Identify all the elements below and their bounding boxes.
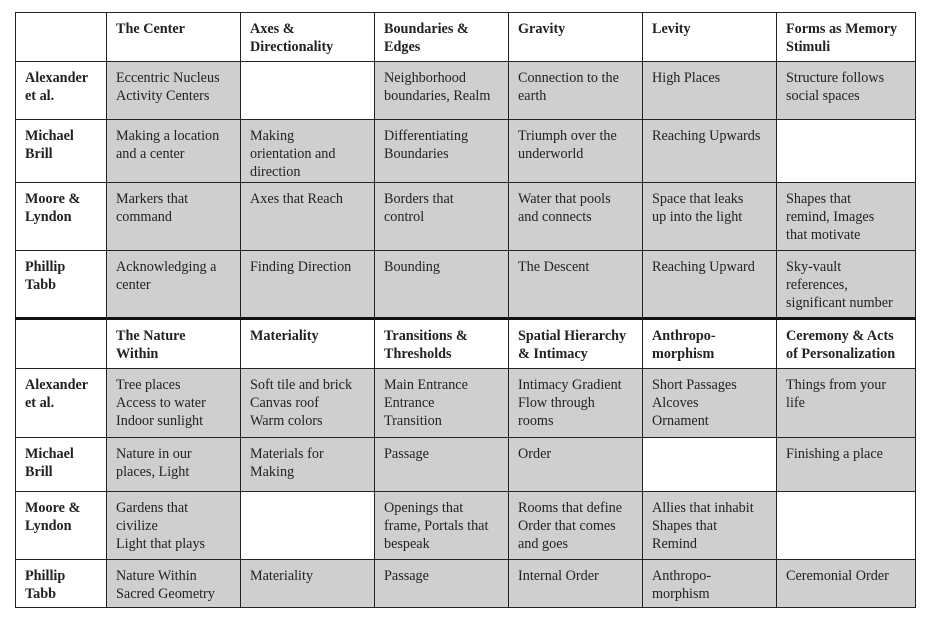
- table-row: [16, 492, 916, 560]
- row-label: [16, 492, 107, 560]
- cell-text-line: that motivate: [786, 227, 861, 244]
- cell-text-line: Borders that: [384, 191, 454, 207]
- cell-text-line: Sacred Geometry: [116, 586, 215, 603]
- cell-text-line: Soft tile and brick: [250, 377, 353, 393]
- cell-text-line: Nature Within: [116, 568, 197, 584]
- column-header: [643, 319, 777, 369]
- cell-text-line: Bounding: [384, 259, 440, 275]
- column-header: [375, 13, 509, 62]
- cell-text-line: Materiality: [250, 328, 319, 344]
- table-row: [16, 560, 916, 608]
- table-cell: [643, 251, 777, 319]
- table-cell: [509, 251, 643, 319]
- cell-text-line: Ornament: [652, 413, 709, 430]
- cell-text-line: of Personalization: [786, 346, 896, 363]
- table-cell: [375, 560, 509, 608]
- comparison-table: [15, 12, 916, 608]
- table-cell: [375, 438, 509, 492]
- cell-text-line: underworld: [518, 146, 584, 163]
- table-cell: [643, 560, 777, 608]
- cell-text-line: civilize: [116, 518, 158, 535]
- cell-text-line: Tabb: [25, 277, 57, 294]
- cell-text-line: Within: [116, 346, 159, 363]
- cell-text-line: Phillip: [25, 259, 66, 275]
- cell-text-line: Entrance: [384, 395, 435, 412]
- cell-text-line: Reaching Upwards: [652, 128, 761, 144]
- cell-text-line: Short Passages: [652, 377, 737, 393]
- cell-text-line: Indoor sunlight: [116, 413, 204, 430]
- cell-text-line: boundaries, Realm: [384, 88, 491, 105]
- cell-text-line: Finding Direction: [250, 259, 352, 275]
- table-cell: [241, 251, 375, 319]
- cell-text-line: remind, Images: [786, 209, 875, 226]
- table-cell: [509, 438, 643, 492]
- cell-text-line: Internal Order: [518, 568, 599, 584]
- cell-text-line: Warm colors: [250, 413, 323, 430]
- cell-text-line: Axes that Reach: [250, 191, 343, 207]
- cell-text-line: Ceremony & Acts: [786, 328, 894, 344]
- table-row: [16, 120, 916, 183]
- cell-text-line: Structure follows: [786, 70, 885, 86]
- cell-text-line: morphism: [652, 346, 715, 363]
- table-row: [16, 251, 916, 319]
- cell-text-line: Tree places: [116, 377, 181, 393]
- cell-text-line: et al.: [25, 88, 55, 105]
- cell-text-line: The Descent: [518, 259, 590, 275]
- row-label: [16, 62, 107, 120]
- column-header: [241, 319, 375, 369]
- table-row: [16, 62, 916, 120]
- cell-text-line: references,: [786, 277, 848, 294]
- cell-text-line: and goes: [518, 536, 569, 553]
- cell-text-line: Shapes that: [786, 191, 852, 207]
- cell-text-line: and connects: [518, 209, 592, 226]
- table-cell: [777, 492, 916, 560]
- table-cell: [375, 120, 509, 183]
- table-cell: [107, 438, 241, 492]
- cell-text-line: Phillip: [25, 568, 66, 584]
- cell-text-line: Boundaries &: [384, 21, 469, 37]
- cell-text-line: Space that leaks: [652, 191, 744, 207]
- cell-text-line: Water that pools: [518, 191, 611, 207]
- cell-text-line: earth: [518, 88, 547, 105]
- cell-text-line: social spaces: [786, 88, 860, 105]
- corner-cell: [16, 13, 107, 62]
- cell-text-line: Materials for: [250, 446, 324, 462]
- cell-text-line: Canvas roof: [250, 395, 319, 412]
- table-cell: [643, 183, 777, 251]
- table-cell: [509, 369, 643, 438]
- cell-text-line: Gravity: [518, 21, 566, 37]
- cell-text-line: Sky-vault: [786, 259, 842, 275]
- table-cell: [643, 62, 777, 120]
- cell-text-line: Triumph over the: [518, 128, 617, 144]
- cell-text-line: Tabb: [25, 586, 57, 603]
- cell-text-line: Brill: [25, 146, 53, 163]
- cell-text-line: Lyndon: [25, 518, 72, 535]
- cell-text-line: Materiality: [250, 568, 314, 584]
- cell-text-line: and a center: [116, 146, 185, 163]
- cell-text-line: Passage: [384, 568, 429, 584]
- cell-text-line: command: [116, 209, 172, 226]
- cell-text-line: Alexander: [25, 377, 89, 393]
- cell-text-line: Lyndon: [25, 209, 72, 226]
- table-cell: [777, 62, 916, 120]
- cell-text-line: frame, Portals that: [384, 518, 489, 535]
- row-label: [16, 438, 107, 492]
- cell-text-line: Openings that: [384, 500, 464, 516]
- table-cell: [643, 369, 777, 438]
- table-cell: [375, 62, 509, 120]
- cell-text-line: places, Light: [116, 464, 190, 481]
- cell-text-line: Passage: [384, 446, 429, 462]
- cell-text-line: Levity: [652, 21, 691, 37]
- table-cell: [777, 369, 916, 438]
- table-cell: [241, 183, 375, 251]
- cell-text-line: Eccentric Nucleus: [116, 70, 220, 86]
- cell-text-line: Transition: [384, 413, 442, 430]
- cell-text-line: Transitions &: [384, 328, 468, 344]
- cell-text-line: Edges: [384, 39, 421, 56]
- cell-text-line: Differentiating: [384, 128, 469, 144]
- cell-text-line: Rooms that define: [518, 500, 623, 516]
- cell-text-line: et al.: [25, 395, 55, 412]
- cell-text-line: Anthropo-: [652, 568, 712, 584]
- table-cell: [777, 251, 916, 319]
- cell-text-line: & Intimacy: [518, 346, 588, 363]
- column-header: [777, 13, 916, 62]
- row-label: [16, 560, 107, 608]
- table-cell: [107, 492, 241, 560]
- table-cell: [107, 183, 241, 251]
- cell-text-line: Allies that inhabit: [652, 500, 754, 516]
- cell-text-line: life: [786, 395, 805, 412]
- cell-text-line: Remind: [652, 536, 697, 553]
- cell-text-line: Connection to the: [518, 70, 619, 86]
- table-cell: [241, 62, 375, 120]
- row-label: [16, 251, 107, 319]
- table-cell: [241, 492, 375, 560]
- cell-text-line: up into the light: [652, 209, 743, 226]
- column-header: [241, 13, 375, 62]
- cell-text-line: Shapes that: [652, 518, 718, 535]
- cell-text-line: Intimacy Gradient: [518, 377, 622, 393]
- cell-text-line: Making: [250, 464, 295, 481]
- table-cell: [777, 183, 916, 251]
- table-cell: [509, 183, 643, 251]
- cell-text-line: Order: [518, 446, 552, 462]
- row-label: [16, 120, 107, 183]
- cell-text-line: Gardens that: [116, 500, 189, 516]
- cell-text-line: Anthropo-: [652, 328, 716, 344]
- cell-text-line: Thresholds: [384, 346, 452, 363]
- column-header: [643, 13, 777, 62]
- corner-cell: [16, 319, 107, 369]
- table-cell: [107, 120, 241, 183]
- cell-text-line: Axes &: [250, 21, 295, 37]
- cell-text-line: Things from your: [786, 377, 887, 393]
- table-row: [16, 183, 916, 251]
- cell-text-line: Making a location: [116, 128, 220, 144]
- table-cell: [241, 560, 375, 608]
- cell-text-line: Michael: [25, 128, 74, 144]
- table-cell: [241, 120, 375, 183]
- cell-text-line: center: [116, 277, 151, 294]
- column-header: [509, 13, 643, 62]
- row-label: [16, 369, 107, 438]
- cell-text-line: Making: [250, 128, 295, 144]
- table-cell: [643, 438, 777, 492]
- cell-text-line: Order that comes: [518, 518, 616, 535]
- cell-text-line: Directionality: [250, 39, 334, 56]
- table-cell: [241, 438, 375, 492]
- cell-text-line: Main Entrance: [384, 377, 468, 393]
- column-header: [107, 13, 241, 62]
- table-cell: [107, 62, 241, 120]
- cell-text-line: Forms as Memory: [786, 21, 898, 37]
- table-cell: [643, 492, 777, 560]
- cell-text-line: Flow through: [518, 395, 595, 412]
- cell-text-line: Reaching Upward: [652, 259, 755, 275]
- table-cell: [107, 369, 241, 438]
- cell-text-line: morphism: [652, 586, 710, 603]
- header-row: [16, 13, 916, 62]
- cell-text-line: Stimuli: [786, 39, 831, 56]
- row-label: [16, 183, 107, 251]
- cell-text-line: significant number: [786, 295, 893, 312]
- table-cell: [777, 560, 916, 608]
- column-header: [107, 319, 241, 369]
- cell-text-line: Ceremonial Order: [786, 568, 889, 584]
- header-row: [16, 319, 916, 369]
- cell-text-line: direction: [250, 164, 301, 181]
- cell-text-line: Acknowledging a: [116, 259, 217, 275]
- table-cell: [107, 560, 241, 608]
- cell-text-line: Michael: [25, 446, 74, 462]
- table-cell: [107, 251, 241, 319]
- table-cell: [509, 120, 643, 183]
- cell-text-line: Alexander: [25, 70, 89, 86]
- column-header: [375, 319, 509, 369]
- cell-text-line: Alcoves: [652, 395, 699, 412]
- table-cell: [777, 120, 916, 183]
- cell-text-line: Spatial Hierarchy: [518, 328, 627, 344]
- column-header: [509, 319, 643, 369]
- table-row: [16, 369, 916, 438]
- table-cell: [375, 369, 509, 438]
- cell-text-line: bespeak: [384, 536, 430, 553]
- cell-text-line: The Center: [116, 21, 185, 37]
- cell-text-line: Brill: [25, 464, 53, 481]
- table-cell: [241, 369, 375, 438]
- cell-text-line: Access to water: [116, 395, 206, 412]
- cell-text-line: orientation and: [250, 146, 336, 163]
- cell-text-line: Light that plays: [116, 536, 206, 553]
- cell-text-line: Markers that: [116, 191, 189, 207]
- table-cell: [777, 438, 916, 492]
- cell-text-line: Finishing a place: [786, 446, 883, 462]
- cell-text-line: Neighborhood: [384, 70, 466, 86]
- table-cell: [375, 251, 509, 319]
- table-cell: [375, 183, 509, 251]
- cell-text-line: Nature in our: [116, 446, 192, 462]
- cell-text-line: rooms: [518, 413, 554, 430]
- table-cell: [509, 560, 643, 608]
- cell-text-line: High Places: [652, 70, 721, 86]
- table-cell: [643, 120, 777, 183]
- cell-text-line: control: [384, 209, 425, 226]
- cell-text-line: The Nature: [116, 328, 186, 344]
- table-cell: [375, 492, 509, 560]
- table-cell: [509, 492, 643, 560]
- cell-text-line: Moore &: [25, 500, 81, 516]
- table-cell: [509, 62, 643, 120]
- cell-text-line: Boundaries: [384, 146, 449, 163]
- column-header: [777, 319, 916, 369]
- cell-text-line: Moore &: [25, 191, 81, 207]
- table-row: [16, 438, 916, 492]
- cell-text-line: Activity Centers: [116, 88, 210, 105]
